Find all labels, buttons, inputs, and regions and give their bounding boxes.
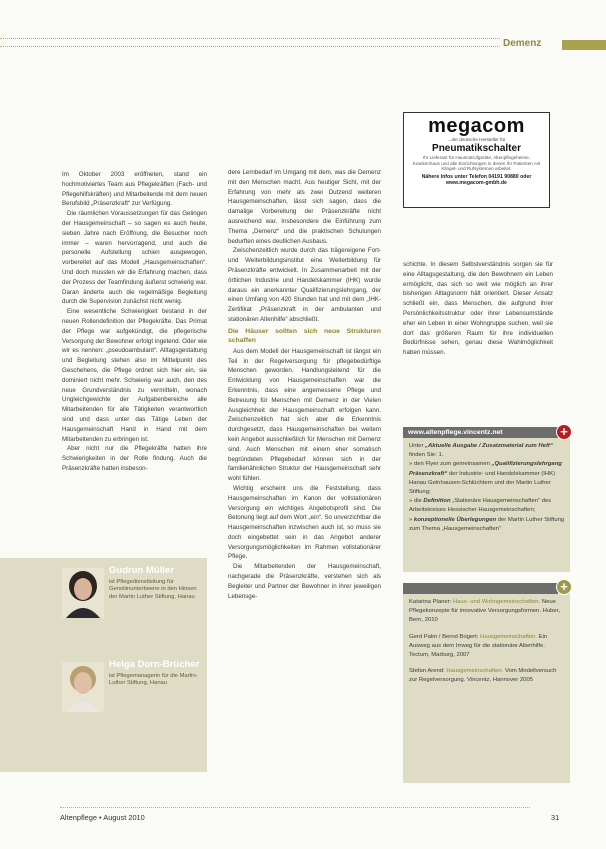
author-description: ist Pflegemanagerin für die Martin-Luther Stiftung, Hanau xyxy=(109,673,198,687)
paragraph: Im Oktober 2003 eröffneten, stand ein hochmotiviertes Team aus Pflegekräften (Fach- und Pflegehilfskräften) und Mitarbeitende mit dem neuen Berufsbild „Präsenzkraft“ zur Verfügung. xyxy=(62,171,207,208)
footer-rule xyxy=(60,807,530,808)
author-photo xyxy=(62,568,104,618)
ad-contact: Nähere Infos unter Telefon 04191 90880 oder www.megacom-gmbh.de xyxy=(421,173,532,187)
author-description: ist Pflegedienstleitung für Genoliinunterbeeire in den Hinsen der Martin Luther Stiftung, Hanau xyxy=(109,579,197,600)
literature-item: Stefan Arend: Hausgemeinschaften. Vom Modellversuch zur Regelversorgung. Vincentz, Hannover 2005 xyxy=(409,668,557,684)
author-name: Gudrun Müller xyxy=(109,565,174,576)
list-item: » den Flyer zum gemeinsamen „Qualifizierungslehrgang Präsenzkraft“ der Industrie- und Handelskammer (IHK) Hanau Gelnhausen-Schlüchtern und der Martin Luther Stiftung; xyxy=(409,461,562,496)
article-column-2 xyxy=(228,168,381,601)
paragraph: Die räumlichen Voraussetzungen für das Gelingen der Hausgemeinschaft – so sagen es auch heute, sieben Jahre nach Eröffnung, die Besucher noch immer – waren hervorragend, und auch die personelle Aufstellung schien ausgewogen, vorbereitet auf das Modell „Hausgemeinschaften“. Und doch mussten wir die Erfahrung machen, dass der Prozess der Teamfindung äußerst schwierig war. Daran änderte auch die regelmäßige Begleitung durch die Supervision zunächst nicht wenig. xyxy=(62,210,207,306)
article-column-3 xyxy=(403,260,553,358)
plus-icon: + xyxy=(556,579,572,595)
online-info-box xyxy=(403,424,570,572)
page-number: 31 xyxy=(551,813,560,822)
section-rule xyxy=(0,38,500,47)
paragraph: dere Lernbedarf im Umgang mit dem, was die Demenz mit den Menschen macht. Aus heutiger Sicht, mit der Erfahrung von mehr als zwei Dutzend weiteren Hausgemeinschaften, lässt sich sagen, dass die damalige Vorbereitung der Präsenzkräfte nicht ausreichend war. Insbesondere die Einführung zum Thema „Demenz“ und die praktischen Schulungen bedurften eines deutlichen Ausbaus. xyxy=(228,169,381,245)
website-link[interactable]: www.altenpflege.vincentz.net xyxy=(403,427,558,438)
literature-box xyxy=(403,579,570,783)
author-name: Helga Dorn-Brücher xyxy=(109,659,200,670)
ad-tagline: ...der deutsche Hersteller für xyxy=(447,137,506,142)
author-photo xyxy=(62,662,104,712)
list-item: » konzeptionelle Überlegungen der Martin Luther Stiftung zum Thema „Hausgemeinschaften“ xyxy=(409,516,565,532)
footer-publication: Altenpflege • August 2010 xyxy=(60,813,145,822)
subheading: Die Häuser sollten sich neue Strukturen schaffen xyxy=(228,327,381,344)
ad-text: Ihr Lieferant für Hausnotrufgeräte, Altenpflegeheime, Krankenhaus und alle Einrichtungen in denen Ihr Patienten mit Klingel- und Rufsystemen arbeitet. xyxy=(412,155,541,172)
article-column-1 xyxy=(62,170,207,474)
literature-item: Katarina Planer: Haus- und Wohngemeinschaften. Neue Pflegekonzepte für innovative Versorgungsformen. Huber, Bern, 2010 xyxy=(409,599,560,624)
paragraph: Wichtig erscheint uns die Feststellung, dass Hausgemeinschaften im Kanon der vollstationären Versorgung ein wichtiges Angebotsprofil sind. Die Betonung liegt auf dem Wort „ein“. So unverzichtbar die Hausgemeinschaften inzwischen auch ist, so muss sie doch eingebettet sein in das Angebot anderer Versorgungsmöglichkeiten im Rahmen vollstationärer Pflege. xyxy=(228,484,381,561)
paragraph: Aber nicht nur die Pflegekräfte hatten ihre Schwierigkeiten in der Rolle findung. Auch die Präsenzkräfte hatten insbeson- xyxy=(62,445,207,472)
section-label: Demenz xyxy=(503,38,542,49)
paragraph: Aus dem Modell der Hausgemeinschaft ist längst ein Teil in der Regelversorgung für pflegebedürftige Menschen geworden. Handlungsleitend für die Entwicklung von Hausgemeinschaften war die Erkenntnis, dass eine angemessene Pflege und Betreuung für Menschen mit Demenz in der Vielen Ausgleichheit der Hausgemeinschaft erfolgen kann. Zwischenzeitlich hat sich aber die Erkenntnis durchgesetzt, dass Hausgemeinschaften bei weitem kein Angebot ausschließlich für Menschen mit Demenz sind. Auch Menschen mit einem eher somatisch begründeten Pflegebedarf können sich in der familienähnlichen Struktur der Hausgemeinschaft sehr wohl fühlen. xyxy=(228,347,381,483)
megacom-advertisement[interactable] xyxy=(403,112,550,208)
ad-brand: megacom xyxy=(428,115,525,137)
literature-header-bar xyxy=(403,583,558,594)
list-item: Unter „Aktuelle Ausgabe / Zusatzmaterial zum Heft“ finden Sie: 1. xyxy=(409,443,553,459)
section-color-swatch xyxy=(562,40,606,50)
author-box xyxy=(0,558,207,772)
paragraph: Eine wesentliche Schwierigkeit bestand in der neuen Rollendefinition der Pflegekräfte. Das Primat der Pflege war aufgekündigt, die pflegerische Versorgung der Bewohner erfolgt ingetend. Oder wie wir es nennen: „pseudoambulant“. Alltagsgestaltung und Begleitung stehen also im Mittelpunkt des Geschehens, die Pflege ordnet sich hier ein, sie dominiert nicht mehr. Schwierig war auch, den des neue Grundverständnis zu vermitteln, wonach Ungleichgewichte der Aufgabenbereiche alle Mitarbeitenden für alle Tätigkeiten verantwortlich sind und dass unter das Tätige Leben der Hausgemeinschaft Hand in Hand mit dem Mitarbeitenden zu erbringen ist. xyxy=(62,308,207,443)
online-info-list xyxy=(403,438,570,534)
paragraph: Die Mitarbeitenden der Hausgemeinschaft, nachgerade die Präsenzkräfte, verstehen sich als Begleiter und Partner der Bewohner in ihrer jeweiligen Lebensge- xyxy=(228,563,381,600)
plus-icon: + xyxy=(556,424,572,440)
paragraph: Zwischenzeitlich wurde durch das trägereigene Fort- und Weiterbildungsinstitut eine Weiterbildung für Präsenzkräfte entwickelt. In Zusammenarbeit mit der örtlichen Industrie und Handelskammer (IHK) wurde daraus ein anerkannter Qualifizierungslehrgang, der einen Umfang von 420 Stunden hat und mit dem „IHK-Zertifikat „Präsenzkraft in der ambulanten und stationären Altenhilfe“ abschließt. xyxy=(228,247,381,323)
paragraph: schichte. In diesem Selbstverständnis sorgen sie für eine Alltagsgestaltung, die den Bewohnern ein Leben ermöglicht, das sich so weit wie möglich an ihrer bisherigen Alltagsnorm hält orientiert. Dieser Ansatz schließt ein, dass Menschen, die aufgrund ihrer Persönlichkeitsstruktur oder ihrer Lebensumstände eher ein Leben in einer Wohngruppe suchen, weil sie dort das größeren Raum für ihre individuellen Bedürfnisse sehen, genau diese Wahlmöglichkeit haben müssen. xyxy=(403,261,553,357)
list-item: » die Definition „Stationäre Hausgemeinschaften“ des Arbeitskreises Hessischer Hausgemeinschaften; xyxy=(409,498,552,514)
literature-list xyxy=(403,594,570,686)
literature-item: Gerd Palm / Bernd Bogert: Hausgemeinschaften. Ein Ausweg aus dem Irrweg für die stationäre Altenhilfe. Tectum, Marburg, 2007 xyxy=(409,633,548,659)
ad-product: Pneumatikschalter xyxy=(432,143,521,154)
